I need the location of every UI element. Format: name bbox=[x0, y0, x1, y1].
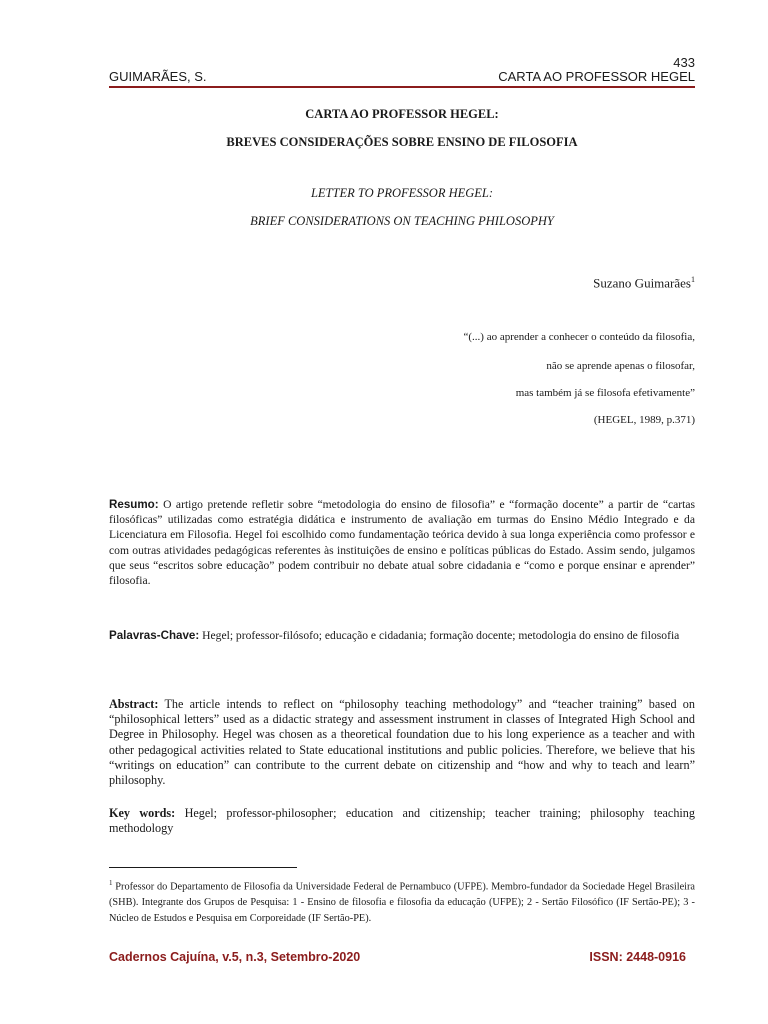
running-header-author: GUIMARÃES, S. bbox=[109, 69, 207, 84]
palavras-chave-paragraph bbox=[109, 628, 695, 643]
resumo-label: Resumo: bbox=[109, 498, 159, 511]
author-footnote-mark: 1 bbox=[691, 275, 695, 284]
keywords-text: Hegel; professor-philosopher; education and citizenship; teacher training; philosophy teaching methodology bbox=[109, 806, 695, 836]
title-english-line1: LETTER TO PROFESSOR HEGEL: bbox=[310, 186, 494, 200]
palavras-chave-label: Palavras-Chave: bbox=[109, 629, 200, 642]
running-header-title: CARTA AO PROFESSOR HEGEL bbox=[498, 69, 695, 84]
epigraph-line2: não se aprende apenas o filosofar, bbox=[546, 360, 695, 372]
footnote-text: Professor do Departamento de Filosofia da Universidade Federal de Pernambuco (UFPE). Membro-fundador da Sociedade Hegel Brasileira (SHB). Integrante dos Grupos de Pesquisa: 1 - Ensino de filosofia e filosofia da educação (UFPE); 2 - Sertão Filosófico (IF Sertão-PE); 3 - Núcleo de Estudos e Pesquisa em Corporeidade (IF Sertão-PE). bbox=[109, 881, 695, 925]
abstract-label: Abstract: bbox=[109, 697, 159, 711]
palavras-chave-text: Hegel; professor-filósofo; educação e cidadania; formação docente; metodologia do ensino de filosofia bbox=[199, 629, 680, 642]
footnote bbox=[109, 875, 695, 927]
footer-journal: Cadernos Cajuína, v.5, n.3, Setembro-2020 bbox=[109, 950, 361, 964]
resumo-text: O artigo pretende refletir sobre “metodologia do ensino de filosofia” e “formação docente” a partir de “cartas filosóficas” utilizadas como estratégia didática e instrumento de avaliação em turmas do Ensino Médio Integrado e da Licenciatura em Filosofia. Hegel foi escolhido como fundamentação teórica devido à sua longa experiência como professor e com outras atividades pedagógicas referentes às instituições de ensino e políticas públicas do Estado. Assim sendo, julgamos que seus “escritos sobre educação” podem contribuir no debate atual sobre cidadania e “como e porque ensinar e aprender” filosofia. bbox=[109, 498, 695, 588]
epigraph-citation bbox=[594, 414, 695, 426]
title-english-line2: BRIEF CONSIDERATIONS ON TEACHING PHILOSOPHY bbox=[250, 214, 554, 228]
epigraph-line3: mas também já se filosofa efetivamente” bbox=[515, 387, 695, 399]
keywords-label: Key words: bbox=[109, 806, 176, 820]
author bbox=[593, 275, 695, 291]
epigraph-line1: “(...) ao aprender a conhecer o conteúdo da filosofia, bbox=[463, 331, 695, 343]
citation-author: HEGEL bbox=[597, 414, 634, 426]
page-number: 433 bbox=[673, 55, 695, 70]
author-name: Suzano Guimarães bbox=[593, 275, 691, 291]
citation-rest: , 1989, p.371) bbox=[633, 414, 695, 426]
title-portuguese-line2: BREVES CONSIDERAÇÕES SOBRE ENSINO DE FILOSOFIA bbox=[226, 135, 578, 149]
resumo-paragraph bbox=[109, 497, 695, 588]
citation-open: ( bbox=[593, 414, 598, 426]
abstract-text: The article intends to reflect on “philosophy teaching methodology” and “teacher training” based on “philosophical letters” used as a didactic strategy and assessment instrument in classes of Integrated High School and Degree in Philosophy. Hegel was chosen as a theoretical foundation due to his long experience as a teacher and with other pedagogical activities related to State educational institutions and public policies. Therefore, we believe that his “writings on education” can contribute to the current debate on citizenship and “how and why to teach and learn” philosophy. bbox=[109, 697, 695, 788]
footer-issn: ISSN: 2448-0916 bbox=[589, 950, 686, 964]
footnote-rule bbox=[109, 867, 297, 868]
footnote-mark: 1 bbox=[109, 879, 113, 887]
keywords-paragraph bbox=[109, 806, 695, 836]
abstract-paragraph bbox=[109, 697, 695, 788]
title-portuguese-line1: CARTA AO PROFESSOR HEGEL: bbox=[305, 107, 499, 121]
header-rule bbox=[109, 86, 695, 88]
